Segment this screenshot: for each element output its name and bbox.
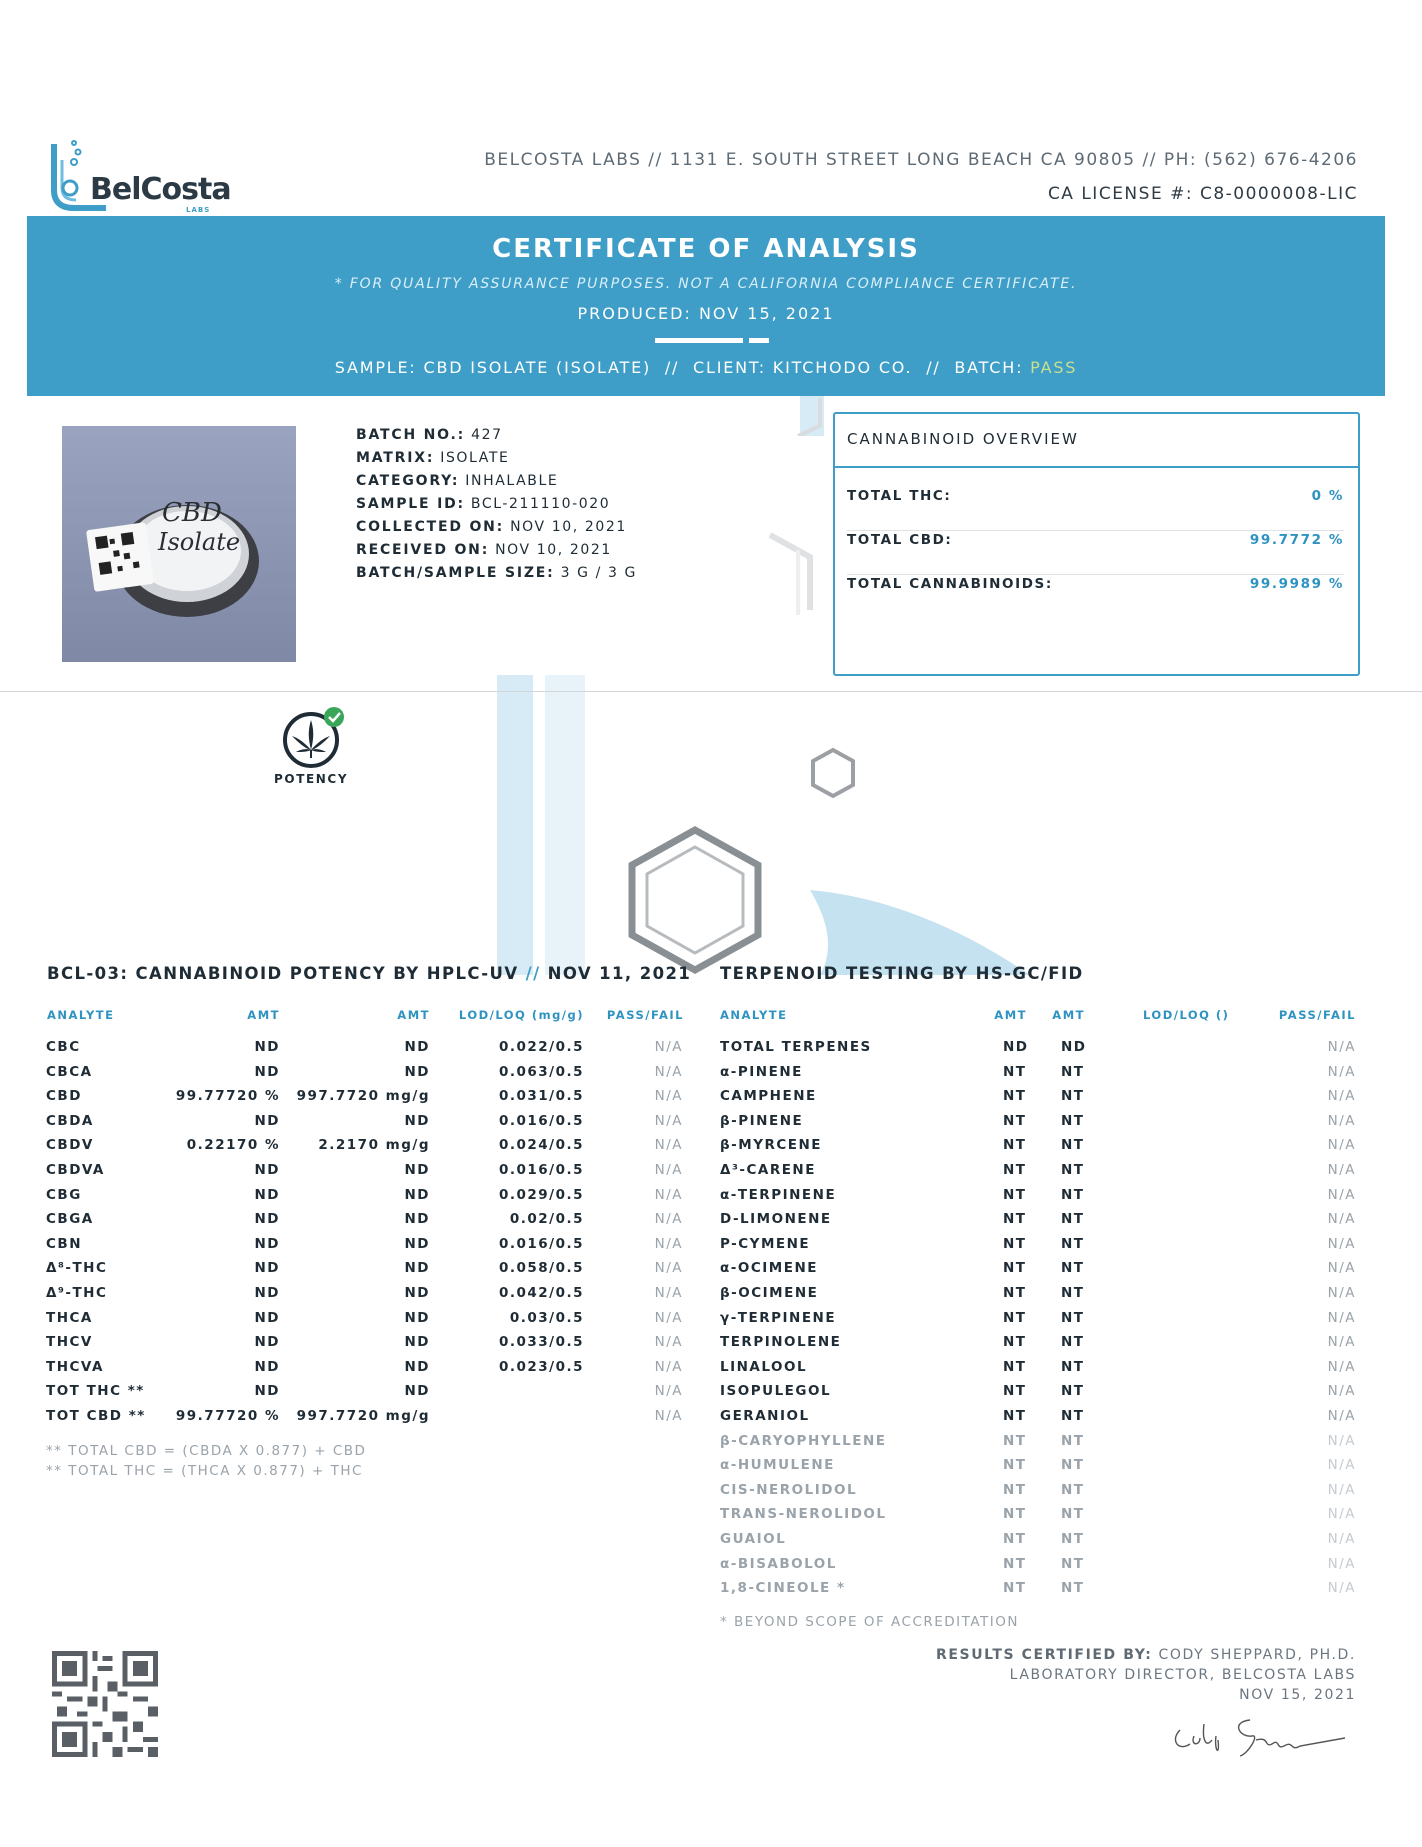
amount-percent: ND <box>254 1112 280 1129</box>
info-label: RECEIVED ON: <box>356 542 490 558</box>
signature <box>1160 1700 1360 1760</box>
amount-2: NT <box>1061 1481 1085 1498</box>
hexagon-fragment-icon <box>720 530 820 640</box>
amount-1: NT <box>1003 1580 1027 1597</box>
analyte-name: α-TERPINENE <box>720 1186 837 1203</box>
amount-1: NT <box>1003 1162 1027 1178</box>
amount-mg: ND <box>404 1112 430 1129</box>
certification-block <box>936 1645 1356 1705</box>
amount-mg: ND <box>404 1162 430 1178</box>
analyte-name: Δ⁸-THC <box>46 1260 108 1277</box>
lod-loq: 0.042/0.5 <box>498 1285 584 1301</box>
info-value: NOV 10, 2021 <box>510 519 627 535</box>
analyte-name: CBDVA <box>46 1162 105 1178</box>
pass-fail: N/A <box>1327 1481 1356 1498</box>
pass-fail: N/A <box>1327 1039 1356 1055</box>
amount-1: NT <box>1003 1383 1027 1400</box>
info-value: 3 G / 3 G <box>560 565 637 581</box>
lod-loq: 0.031/0.5 <box>498 1088 584 1105</box>
amount-2: ND <box>1061 1039 1087 1055</box>
analyte-name: α-BISABOLOL <box>720 1555 837 1572</box>
amount-mg: ND <box>404 1383 430 1400</box>
pass-fail: N/A <box>1327 1088 1356 1105</box>
amount-percent: 99.77720 % <box>175 1408 280 1424</box>
lod-loq: 0.016/0.5 <box>498 1162 584 1178</box>
info-value: BCL-211110-020 <box>470 496 611 512</box>
potency-title-date: NOV 11, 2021 <box>540 964 692 983</box>
overview-label: TOTAL CANNABINOIDS: <box>847 576 1053 592</box>
pass-fail: N/A <box>1327 1309 1356 1326</box>
pass-fail: N/A <box>654 1309 683 1326</box>
terpene-footnote: * BEYOND SCOPE OF ACCREDITATION <box>720 1614 1019 1630</box>
amount-percent: ND <box>254 1039 280 1055</box>
pass-fail: N/A <box>1327 1457 1356 1474</box>
pass-fail: N/A <box>1327 1162 1356 1178</box>
pass-fail: N/A <box>1327 1137 1356 1154</box>
amount-2: NT <box>1061 1211 1085 1228</box>
amount-1: NT <box>1003 1063 1027 1080</box>
amount-2: NT <box>1061 1334 1085 1351</box>
analyte-name: CBGA <box>46 1211 94 1228</box>
amount-mg: ND <box>404 1285 430 1301</box>
amount-1: NT <box>1003 1137 1027 1154</box>
overview-row-total-thc <box>847 488 1344 531</box>
amount-2: NT <box>1061 1555 1085 1572</box>
analyte-name: CBDV <box>46 1137 94 1154</box>
amount-1: NT <box>1003 1481 1027 1498</box>
amount-2: NT <box>1061 1137 1085 1154</box>
analyte-name: β-OCIMENE <box>720 1285 819 1301</box>
analyte-name: TERPINOLENE <box>720 1334 842 1351</box>
amount-percent: ND <box>254 1162 280 1178</box>
lab-license: CA LICENSE #: C8-0000008-LIC <box>1047 184 1358 204</box>
amount-2: NT <box>1061 1088 1085 1105</box>
analyte-name: THCA <box>46 1309 93 1326</box>
amount-2: NT <box>1061 1358 1085 1375</box>
amount-percent: ND <box>254 1211 280 1228</box>
info-line <box>356 565 637 581</box>
amount-1: NT <box>1003 1334 1027 1351</box>
amount-mg: ND <box>404 1186 430 1203</box>
amount-percent: ND <box>254 1334 280 1351</box>
certifier-name: CODY SHEPPARD, PH.D. <box>1152 1647 1356 1663</box>
analyte-name: CAMPHENE <box>720 1088 817 1105</box>
pass-fail: N/A <box>654 1063 683 1080</box>
potency-section-title <box>47 964 691 983</box>
amount-mg: ND <box>404 1063 430 1080</box>
terpene-section-title: TERPENOID TESTING BY HS-GC/FID <box>720 964 1084 983</box>
info-line <box>356 542 612 558</box>
analyte-name: GERANIOL <box>720 1408 810 1424</box>
analyte-name: TRANS-NEROLIDOL <box>720 1506 887 1523</box>
pass-fail: N/A <box>1327 1383 1356 1400</box>
potency-header-cell: LOD/LOQ (mg/g) <box>458 1008 584 1022</box>
analyte-name: β-PINENE <box>720 1112 804 1129</box>
pass-fail: N/A <box>654 1137 683 1154</box>
pass-fail: N/A <box>654 1260 683 1277</box>
potency-footnote: ** TOTAL CBD = (CBDA X 0.877) + CBD <box>46 1443 367 1459</box>
amount-percent: 0.22170 % <box>186 1137 280 1154</box>
amount-1: NT <box>1003 1457 1027 1474</box>
amount-1: NT <box>1003 1285 1027 1301</box>
coa-disclaimer: * FOR QUALITY ASSURANCE PURPOSES. NOT A CALIFORNIA COMPLIANCE CERTIFICATE. <box>334 276 1078 292</box>
overview-value: 99.9989 % <box>1249 576 1344 592</box>
amount-percent: 99.77720 % <box>175 1088 280 1105</box>
pass-fail: N/A <box>1327 1432 1356 1449</box>
terpene-header-cell: AMT <box>1052 1008 1085 1022</box>
amount-1: NT <box>1003 1506 1027 1523</box>
hexagon-small-icon <box>810 747 856 799</box>
lod-loq: 0.016/0.5 <box>498 1112 584 1129</box>
lod-loq: 0.02/0.5 <box>509 1211 584 1228</box>
overview-label: TOTAL CBD: <box>847 532 953 548</box>
sample-client-text: SAMPLE: CBD ISOLATE (ISOLATE) // CLIENT: KITCHODO CO. // BATCH: <box>334 358 1031 377</box>
amount-1: ND <box>1003 1039 1029 1055</box>
amount-2: NT <box>1061 1235 1085 1252</box>
section-divider <box>0 691 1422 692</box>
amount-1: NT <box>1003 1309 1027 1326</box>
amount-1: NT <box>1003 1260 1027 1277</box>
pass-fail: N/A <box>1327 1531 1356 1547</box>
lod-loq: 0.016/0.5 <box>498 1235 584 1252</box>
analyte-name: β-MYRCENE <box>720 1137 823 1154</box>
coa-title: CERTIFICATE OF ANALYSIS <box>492 234 920 264</box>
amount-2: NT <box>1061 1408 1085 1424</box>
pass-fail: N/A <box>1327 1285 1356 1301</box>
lod-loq: 0.023/0.5 <box>498 1358 584 1375</box>
amount-1: NT <box>1003 1555 1027 1572</box>
terpene-header-cell: LOD/LOQ () <box>1143 1008 1230 1022</box>
analyte-name: LINALOOL <box>720 1358 808 1375</box>
lod-loq: 0.03/0.5 <box>509 1309 584 1326</box>
analyte-name: α-PINENE <box>720 1063 803 1080</box>
lod-loq: 0.029/0.5 <box>498 1186 584 1203</box>
coa-produced-date: PRODUCED: NOV 15, 2021 <box>577 304 835 323</box>
hexagon-fragment-top-icon <box>790 396 830 436</box>
amount-mg: ND <box>404 1211 430 1228</box>
amount-percent: ND <box>254 1383 280 1400</box>
signature-image <box>1160 1700 1360 1760</box>
analyte-name: Δ⁹-THC <box>46 1285 108 1301</box>
potency-footnote: ** TOTAL THC = (THCA X 0.877) + THC <box>46 1463 363 1479</box>
certifier-role: LABORATORY DIRECTOR, BELCOSTA LABS <box>1009 1667 1356 1683</box>
cannabis-leaf-icon <box>278 706 348 770</box>
jar-label-line1: CBD <box>162 498 222 528</box>
amount-mg: ND <box>404 1309 430 1326</box>
pass-fail: N/A <box>654 1162 683 1178</box>
analyte-name: D-LIMONENE <box>720 1211 832 1228</box>
belcosta-logo <box>48 140 248 220</box>
analyte-name: CIS-NEROLIDOL <box>720 1481 858 1498</box>
analyte-name: β-CARYOPHYLLENE <box>720 1432 887 1449</box>
analyte-name: CBC <box>46 1039 81 1055</box>
terpene-header-cell: PASS/FAIL <box>1278 1008 1356 1022</box>
amount-percent: ND <box>254 1186 280 1203</box>
amount-percent: ND <box>254 1309 280 1326</box>
potency-title-text: BCL-03: CANNABINOID POTENCY BY HPLC-UV <box>47 964 526 983</box>
analyte-name: THCV <box>46 1334 93 1351</box>
pass-fail: N/A <box>1327 1408 1356 1424</box>
amount-percent: ND <box>254 1260 280 1277</box>
pass-fail: N/A <box>654 1334 683 1351</box>
amount-1: NT <box>1003 1531 1027 1547</box>
pass-fail: N/A <box>1327 1186 1356 1203</box>
pass-fail: N/A <box>654 1186 683 1203</box>
potency-title-separator: // <box>525 964 541 983</box>
analyte-name: CBCA <box>46 1063 93 1080</box>
pass-fail: N/A <box>654 1235 683 1252</box>
potency-badge-label: POTENCY <box>274 772 349 786</box>
analyte-name: 1,8-CINEOLE * <box>720 1580 846 1597</box>
overview-row-total-cbd <box>847 532 1344 575</box>
terpene-header-cell: ANALYTE <box>720 1008 788 1022</box>
amount-1: NT <box>1003 1358 1027 1375</box>
amount-2: NT <box>1061 1162 1085 1178</box>
amount-mg: 997.7720 mg/g <box>296 1088 430 1105</box>
analyte-name: γ-TERPINENE <box>720 1309 837 1326</box>
amount-percent: ND <box>254 1358 280 1375</box>
pass-fail: N/A <box>1327 1211 1356 1228</box>
pass-fail: N/A <box>654 1285 683 1301</box>
pass-fail: N/A <box>654 1408 683 1424</box>
pass-fail: N/A <box>654 1088 683 1105</box>
info-line <box>356 496 610 512</box>
certified-by-line <box>936 1645 1356 1665</box>
info-value: 427 <box>471 427 503 443</box>
analyte-name: TOTAL TERPENES <box>720 1039 872 1055</box>
amount-2: NT <box>1061 1112 1085 1129</box>
overview-title: CANNABINOID OVERVIEW <box>847 430 1079 448</box>
analyte-name: α-OCIMENE <box>720 1260 818 1277</box>
cannabinoid-overview-box <box>833 412 1360 676</box>
amount-1: NT <box>1003 1432 1027 1449</box>
amount-mg: ND <box>404 1235 430 1252</box>
amount-2: NT <box>1061 1580 1085 1597</box>
analyte-name: THCVA <box>46 1358 104 1375</box>
info-value: INHALABLE <box>465 473 559 489</box>
info-value: ISOLATE <box>440 450 510 466</box>
jar-label-line2: Isolate <box>158 528 241 556</box>
analyte-name: CBN <box>46 1235 82 1252</box>
qr-code-icon <box>52 1651 158 1757</box>
info-label: MATRIX: <box>356 450 435 466</box>
amount-2: NT <box>1061 1309 1085 1326</box>
terpene-header-cell: AMT <box>994 1008 1027 1022</box>
info-label: CATEGORY: <box>356 473 460 489</box>
pass-fail: N/A <box>1327 1063 1356 1080</box>
info-label: BATCH NO.: <box>356 427 466 443</box>
lod-loq: 0.063/0.5 <box>498 1063 584 1080</box>
amount-1: NT <box>1003 1408 1027 1424</box>
amount-percent: ND <box>254 1235 280 1252</box>
pass-fail: N/A <box>654 1039 683 1055</box>
potency-header-cell: ANALYTE <box>47 1008 115 1022</box>
analyte-name: CBG <box>46 1186 82 1203</box>
pass-fail: N/A <box>1327 1358 1356 1375</box>
overview-label: TOTAL THC: <box>847 488 952 504</box>
info-label: BATCH/SAMPLE SIZE: <box>356 565 555 581</box>
analyte-name: TOT THC ** <box>46 1383 145 1400</box>
overview-value: 99.7772 % <box>1249 532 1344 548</box>
info-line <box>356 519 627 535</box>
amount-mg: 2.2170 mg/g <box>318 1137 430 1154</box>
analyte-name: TOT CBD ** <box>46 1408 146 1424</box>
coa-banner <box>27 216 1385 396</box>
analyte-name: GUAIOL <box>720 1531 787 1547</box>
amount-2: NT <box>1061 1063 1085 1080</box>
lod-loq: 0.058/0.5 <box>498 1260 584 1277</box>
lod-loq: 0.024/0.5 <box>498 1137 584 1154</box>
pass-fail: N/A <box>654 1358 683 1375</box>
amount-1: NT <box>1003 1088 1027 1105</box>
pass-fail: N/A <box>1327 1260 1356 1277</box>
amount-2: NT <box>1061 1285 1085 1301</box>
info-label: SAMPLE ID: <box>356 496 465 512</box>
certified-by-label: RESULTS CERTIFIED BY: <box>935 1647 1153 1663</box>
pass-fail: N/A <box>654 1211 683 1228</box>
potency-header-cell: PASS/FAIL <box>606 1008 684 1022</box>
potency-header-cell: AMT <box>247 1008 280 1022</box>
batch-status-badge: PASS <box>1030 358 1078 377</box>
amount-1: NT <box>1003 1112 1027 1129</box>
amount-mg: 997.7720 mg/g <box>296 1408 430 1424</box>
pass-fail: N/A <box>1327 1235 1356 1252</box>
analyte-name: α-HUMULENE <box>720 1457 835 1474</box>
pass-fail: N/A <box>654 1383 683 1400</box>
analyte-name: P-CYMENE <box>720 1235 811 1252</box>
analyte-name: CBDA <box>46 1112 94 1129</box>
pass-fail: N/A <box>654 1112 683 1129</box>
potency-badge <box>260 706 360 796</box>
info-line <box>356 427 503 443</box>
sample-photo <box>62 426 296 662</box>
info-line <box>356 450 509 466</box>
overview-row-total-cannabinoids <box>847 576 1344 618</box>
lod-loq: 0.033/0.5 <box>498 1334 584 1351</box>
hexagon-large-icon <box>625 825 765 975</box>
amount-1: NT <box>1003 1211 1027 1228</box>
info-line <box>356 473 558 489</box>
amount-mg: ND <box>404 1358 430 1375</box>
pass-fail: N/A <box>1327 1334 1356 1351</box>
analyte-name: CBD <box>46 1088 82 1105</box>
lab-address: BELCOSTA LABS // 1131 E. SOUTH STREET LONG BEACH CA 90805 // PH: (562) 676-4206 <box>484 150 1358 170</box>
amount-mg: ND <box>404 1334 430 1351</box>
watermark-bar-left <box>497 675 533 975</box>
amount-mg: ND <box>404 1039 430 1055</box>
amount-percent: ND <box>254 1063 280 1080</box>
amount-1: NT <box>1003 1235 1027 1252</box>
amount-2: NT <box>1061 1531 1085 1547</box>
pass-fail: N/A <box>1327 1506 1356 1523</box>
amount-2: NT <box>1061 1260 1085 1277</box>
info-value: NOV 10, 2021 <box>495 542 612 558</box>
info-label: COLLECTED ON: <box>356 519 505 535</box>
watermark-bar-inner <box>545 675 585 975</box>
amount-2: NT <box>1061 1457 1085 1474</box>
coa-sample-line <box>27 358 1385 377</box>
banner-divider-long <box>655 338 743 343</box>
certification-date: NOV 15, 2021 <box>1239 1687 1356 1703</box>
analyte-name: ISOPULEGOL <box>720 1383 832 1400</box>
amount-2: NT <box>1061 1383 1085 1400</box>
amount-2: NT <box>1061 1506 1085 1523</box>
lod-loq: 0.022/0.5 <box>498 1039 584 1055</box>
amount-1: NT <box>1003 1186 1027 1203</box>
logo-sub-text: LABS <box>186 206 211 214</box>
pass-fail: N/A <box>1327 1555 1356 1572</box>
logo-text: BelCosta <box>90 172 231 207</box>
amount-percent: ND <box>254 1285 280 1301</box>
amount-2: NT <box>1061 1432 1085 1449</box>
amount-2: NT <box>1061 1186 1085 1203</box>
pass-fail: N/A <box>1327 1580 1356 1597</box>
pass-fail: N/A <box>1327 1112 1356 1129</box>
analyte-name: Δ³-CARENE <box>720 1162 816 1178</box>
potency-header-cell: AMT <box>397 1008 430 1022</box>
amount-mg: ND <box>404 1260 430 1277</box>
banner-divider-short <box>749 338 769 343</box>
overview-rule <box>835 466 1358 468</box>
overview-value: 0 % <box>1311 488 1344 504</box>
